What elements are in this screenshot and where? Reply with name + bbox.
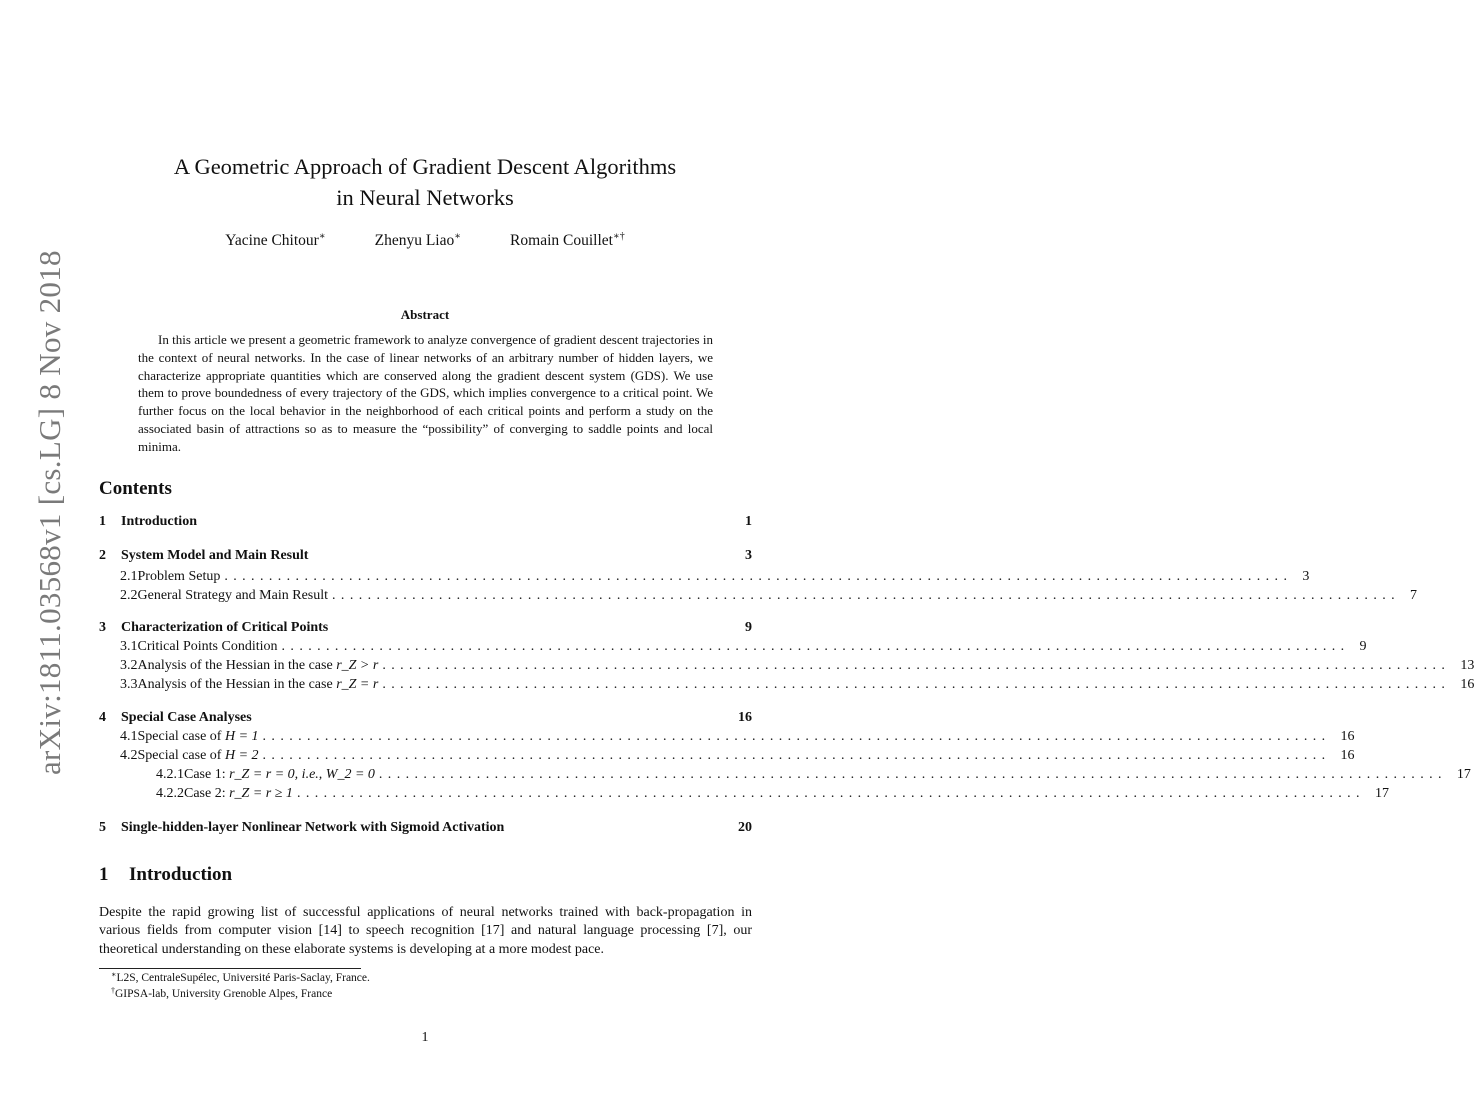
title-line-1: A Geometric Approach of Gradient Descent Algorithms	[173, 154, 677, 179]
toc-dot-leader: ........................................................................................................................	[262, 729, 1331, 744]
toc-entry-general-strategy[interactable]: 2.2 General Strategy and Main Result ........................................................................................................................ 7	[120, 588, 1418, 603]
author-list	[0, 232, 850, 250]
toc-entry-special-case-h2[interactable]: 4.2 Special case of H = 2 ........................................................................................................................ 16	[120, 748, 1355, 763]
page-number: 1	[421, 1030, 429, 1045]
toc-entry-introduction[interactable]: 1 Introduction 1	[99, 514, 752, 529]
contents-heading: Contents	[99, 478, 172, 499]
toc-entry-hessian-rz-eq-r[interactable]: 3.3 Analysis of the Hessian in the case r_Z = r ........................................................................................................................ 16	[120, 677, 1474, 692]
title-line-2: in Neural Networks	[336, 185, 514, 210]
abstract-heading: Abstract	[400, 307, 450, 322]
abstract-text: In this article we present a geometric framework to analyze convergence of gradient descent trajectories in the context of neural networks. In the case of linear networks of an arbitrary number of hidden layers, we characterize appropriate quantities which are conserved along the gradient descent system (GDS). We use them to prove boundedness of every trajectory of the GDS, which implies convergence to a critical point. We further focus on the local behavior in the neighborhood of each critical points and perform a study on the associated basin of attractions so as to measure the “possibility” of converging to saddle points and local minima.	[138, 332, 713, 454]
toc-dot-leader: ........................................................................................................................	[378, 767, 1447, 782]
toc-entry-hessian-rz-gt-r[interactable]: 3.2 Analysis of the Hessian in the case r_Z > r ........................................................................................................................ 13	[120, 658, 1474, 673]
author: Romain Couillet∗†	[510, 231, 625, 249]
toc-entry-critical-points[interactable]: 3 Characterization of Critical Points 9	[99, 620, 752, 635]
paper-title	[0, 151, 850, 213]
toc-dot-leader: ........................................................................................................................	[382, 677, 1451, 692]
toc-entry-case-2[interactable]: 4.2.2 Case 2: r_Z = r ≥ 1 ........................................................................................................................ 17	[156, 786, 1389, 801]
footnote-affiliation-1: ∗L2S, CentraleSupélec, Université Paris-Saclay, France.	[111, 970, 370, 984]
toc-entry-critical-points-condition[interactable]: 3.1 Critical Points Condition ........................................................................................................................ 9	[120, 639, 1367, 654]
toc-dot-leader: ........................................................................................................................	[224, 569, 1293, 584]
author: Yacine Chitour∗	[225, 231, 326, 249]
footnote-affiliation-2: †GIPSA-lab, University Grenoble Alpes, France	[111, 986, 333, 1000]
toc-dot-leader: ........................................................................................................................	[332, 588, 1401, 603]
toc-entry-problem-setup[interactable]: 2.1 Problem Setup ........................................................................................................................ 3	[120, 569, 1310, 584]
author: Zhenyu Liao∗	[374, 231, 462, 249]
toc-dot-leader: ........................................................................................................................	[296, 786, 1365, 801]
toc-dot-leader: ........................................................................................................................	[262, 748, 1331, 763]
footnote-rule	[99, 968, 361, 969]
toc-entry-case-1[interactable]: 4.2.1 Case 1: r_Z = r = 0, i.e., W_2 = 0 ........................................................................................................................ 17	[156, 767, 1471, 782]
toc-entry-nonlinear-network[interactable]: 5 Single-hidden-layer Nonlinear Network with Sigmoid Activation 20	[99, 820, 752, 835]
toc-dot-leader: ........................................................................................................................	[382, 658, 1451, 673]
section-heading-introduction: 1 Introduction	[99, 864, 233, 885]
toc-dot-leader: ........................................................................................................................	[281, 639, 1350, 654]
introduction-paragraph: Despite the rapid growing list of successful applications of neural networks trained with back-propagation in various fields from computer vision [14] to speech recognition [17] and natural language processing [7], our theoretical understanding on these elaborate systems is developing at a more modest pace.	[99, 905, 752, 957]
toc-entry-special-case-analyses[interactable]: 4 Special Case Analyses 16	[99, 710, 752, 725]
arxiv-identifier: arXiv:1811.03568v1 [cs.LG] 8 Nov 2018	[32, 250, 67, 775]
toc-entry-special-case-h1[interactable]: 4.1 Special case of H = 1 ........................................................................................................................ 16	[120, 729, 1355, 744]
toc-entry-system-model[interactable]: 2 System Model and Main Result 3	[99, 548, 752, 563]
